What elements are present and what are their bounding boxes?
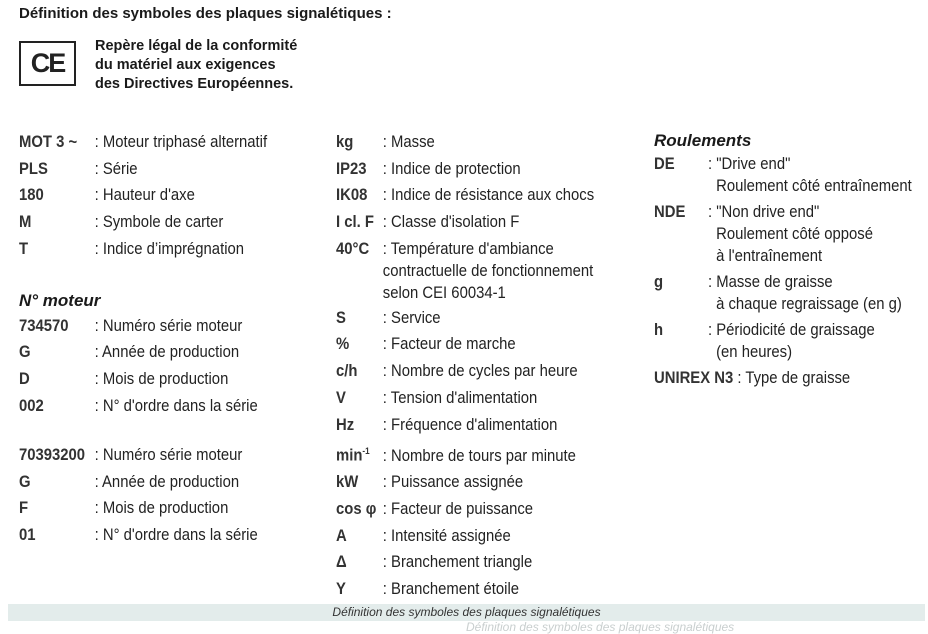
symbol-row — [336, 333, 594, 355]
ce-mark-line: Repère légal de la conformité — [95, 38, 298, 54]
page-heading: Définition des symboles des plaques signalétiques : — [19, 5, 392, 22]
symbol-code: D — [19, 370, 30, 389]
symbol-description: : Nombre de tours par minute — [382, 446, 576, 465]
symbol-description: : Mois de production — [94, 499, 229, 518]
symbol-code: T — [19, 239, 29, 258]
symbol-row — [336, 184, 594, 206]
symbol-description: : Hauteur d'axe — [94, 186, 195, 205]
symbol-row — [19, 184, 267, 206]
symbol-row — [336, 211, 594, 233]
symbol-description: : Type de graisse — [733, 369, 851, 387]
symbol-row — [19, 158, 267, 180]
symbol-code: I cl. F — [336, 213, 374, 232]
symbol-row — [19, 238, 267, 260]
symbol-code: 70393200 — [19, 445, 86, 464]
symbol-description: : Masse — [382, 133, 435, 151]
symbol-row — [336, 387, 594, 409]
symbol-code: A — [336, 526, 347, 545]
symbol-description: : Symbole de carter — [94, 213, 224, 232]
ce-mark-symbol: CE — [30, 48, 65, 78]
symbol-code: $\min^{-1}$ — [336, 446, 370, 465]
column-bearings — [654, 131, 928, 389]
symbol-row — [336, 498, 594, 520]
symbol-code: 01 — [19, 525, 36, 544]
symbol-code: Δ — [336, 553, 347, 572]
section-title-bearings: Roulements — [654, 131, 752, 150]
symbol-description: : Année de production — [94, 343, 240, 362]
symbol-row — [19, 395, 267, 417]
symbol-row — [19, 368, 267, 390]
symbol-code: Hz — [336, 415, 355, 434]
symbol-description: : N° d'ordre dans la série — [94, 525, 258, 544]
symbol-description: : Indice de résistance aux chocs — [382, 186, 595, 205]
symbol-description: : Température d'ambiance contractuelle de fonctionnement selon CEI 60034-1 — [382, 239, 594, 302]
symbol-code: c/h — [336, 362, 358, 381]
ce-mark-description — [95, 37, 297, 94]
symbol-code: PLS — [19, 159, 48, 178]
symbol-code: UNIREX N3 — [654, 369, 734, 387]
symbol-code: % — [336, 335, 350, 354]
symbol-row — [336, 131, 594, 153]
symbol-description: : Indice d’imprégnation — [94, 239, 245, 258]
symbol-row — [336, 440, 594, 467]
symbol-code: g — [654, 273, 664, 291]
symbol-description: : Numéro série moteur — [94, 445, 243, 464]
symbol-description: : Mois de production — [94, 370, 229, 389]
symbol-description: : Nombre de cycles par heure — [382, 362, 578, 381]
symbol-row — [336, 238, 594, 304]
symbol-code: M — [19, 213, 32, 232]
symbol-code: S — [336, 308, 346, 327]
symbol-row — [654, 319, 912, 363]
symbol-code: kW — [336, 473, 359, 492]
symbol-code: F — [19, 499, 29, 518]
symbol-description: : "Non drive end" Roulement côté opposé à l'entraînement — [708, 203, 873, 265]
symbol-row — [19, 131, 267, 153]
symbol-code: 40°C — [336, 239, 370, 258]
symbol-row — [336, 471, 594, 493]
symbol-row — [19, 211, 267, 233]
symbol-description: : Branchement triangle — [382, 553, 533, 572]
motor-number-group-2 — [19, 444, 295, 546]
symbol-code: Y — [336, 580, 346, 599]
symbol-row — [19, 471, 267, 493]
ce-mark-logo — [19, 41, 76, 86]
symbol-description: : Intensité assignée — [382, 526, 511, 545]
motor-number-group-1 — [19, 315, 295, 417]
symbol-row — [654, 201, 912, 267]
figure-caption: Définition des symboles des plaques signalétiques — [8, 604, 925, 621]
symbol-row — [336, 158, 594, 180]
symbol-code: MOT 3 ~ — [19, 133, 78, 151]
symbol-code: NDE — [654, 203, 686, 221]
symbol-code: V — [336, 388, 346, 407]
symbol-description: : Moteur triphasé alternatif — [94, 133, 268, 151]
symbol-row — [19, 497, 267, 519]
symbol-row — [336, 525, 594, 547]
symbol-code: DE — [654, 155, 675, 173]
symbol-code: IP23 — [336, 159, 367, 178]
symbol-description: : Facteur de puissance — [382, 500, 534, 519]
symbol-row — [19, 444, 267, 466]
symbol-code: h — [654, 321, 664, 339]
ce-mark-line: du matériel aux exigences — [95, 57, 276, 73]
symbol-row — [654, 367, 912, 389]
symbol-description: : Numéro série moteur — [94, 316, 243, 335]
symbol-description: : Service — [382, 308, 441, 327]
symbol-row — [654, 153, 912, 197]
symbol-description: : Branchement étoile — [382, 580, 520, 599]
symbol-description: : Puissance assignée — [382, 473, 524, 492]
symbol-row — [336, 414, 594, 436]
symbol-row — [336, 307, 594, 329]
symbol-row — [19, 524, 267, 546]
symbol-code: IK08 — [336, 186, 368, 205]
symbol-code: 734570 — [19, 316, 69, 335]
symbol-row — [19, 315, 267, 337]
motor-type-group — [19, 131, 295, 260]
symbol-row — [336, 551, 594, 573]
symbol-description: : Facteur de marche — [382, 335, 516, 354]
figure-caption-ghost: Définition des symboles des plaques signalétiques — [466, 620, 735, 634]
symbol-description: : Classe d'isolation F — [382, 213, 520, 232]
symbol-description: : Tension d'alimentation — [382, 388, 538, 407]
symbol-description: : Année de production — [94, 472, 240, 491]
symbol-code: 180 — [19, 186, 44, 205]
symbol-row — [19, 341, 267, 363]
symbol-code: 002 — [19, 396, 44, 415]
column-motor — [19, 131, 295, 546]
symbol-code: G — [19, 472, 31, 491]
symbol-description: : Fréquence d'alimentation — [382, 415, 558, 434]
ce-mark-line: des Directives Européennes. — [95, 76, 294, 92]
symbol-code: G — [19, 343, 31, 362]
symbol-description: : N° d'ordre dans la série — [94, 396, 258, 415]
column-ratings — [336, 131, 623, 600]
symbol-description: : "Drive end" Roulement côté entraînement — [708, 155, 912, 195]
symbol-description: : Masse de graisse à chaque regraissage (en g) — [708, 273, 902, 313]
symbol-row — [336, 360, 594, 382]
symbol-code: cos φ — [336, 500, 377, 519]
symbol-description: : Périodicité de graissage (en heures) — [708, 321, 875, 361]
symbol-description: : Série — [94, 159, 138, 178]
symbol-code: kg — [336, 133, 354, 151]
symbol-description: : Indice de protection — [382, 159, 521, 178]
symbol-row — [336, 578, 594, 600]
symbol-row — [654, 271, 912, 315]
section-title-motor-number: N° moteur — [19, 290, 101, 310]
